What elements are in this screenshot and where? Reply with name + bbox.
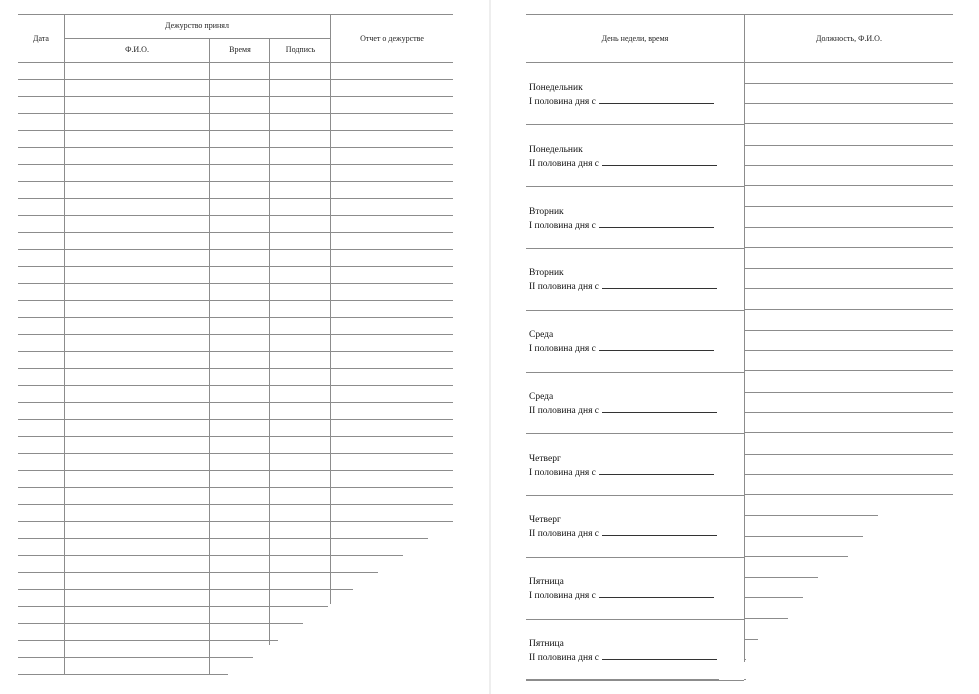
header-report: Отчет о дежурстве [360, 34, 424, 43]
day-block [529, 144, 717, 170]
time-blank [602, 279, 717, 289]
header-position-name: Должность, Ф.И.О. [816, 34, 882, 43]
half-day-label: I половина дня с [529, 591, 596, 601]
time-blank [599, 218, 714, 228]
day-name: Вторник [529, 207, 564, 217]
day-block [529, 391, 717, 417]
half-day-label: II половина дня с [529, 159, 600, 169]
left-table-grid [0, 0, 489, 694]
half-day-label: I половина дня с [529, 344, 596, 354]
day-block [529, 638, 717, 664]
right-page-schedule [491, 0, 979, 694]
day-name: Понедельник [529, 83, 583, 93]
day-block [529, 329, 714, 355]
half-day-label: I половина дня с [529, 221, 596, 231]
time-blank [599, 465, 714, 475]
time-blank [599, 341, 714, 351]
time-blank [599, 588, 714, 598]
half-day-label: I половина дня с [529, 468, 596, 478]
left-page-duty-log [0, 0, 489, 694]
day-block [529, 206, 714, 232]
day-name: Понедельник [529, 145, 583, 155]
header-time: Время [229, 45, 251, 54]
day-name: Пятница [529, 639, 564, 649]
header-date: Дата [33, 34, 49, 43]
header-duty-accepted: Дежурство принял [165, 21, 229, 30]
time-blank [602, 156, 717, 166]
time-blank [599, 94, 714, 104]
day-name: Среда [529, 330, 554, 340]
day-name: Вторник [529, 268, 564, 278]
day-block [529, 514, 717, 540]
header-day-time: День недели, время [601, 34, 669, 43]
day-name: Среда [529, 392, 554, 402]
time-blank [602, 650, 717, 660]
time-blank [602, 526, 717, 536]
day-block [529, 453, 714, 479]
day-name: Четверг [529, 454, 561, 464]
time-blank [602, 403, 717, 413]
day-block [529, 82, 714, 108]
half-day-label: I половина дня с [529, 97, 596, 107]
day-name: Пятница [529, 577, 564, 587]
half-day-label: II половина дня с [529, 406, 600, 416]
half-day-label: II половина дня с [529, 529, 600, 539]
day-block [529, 576, 714, 602]
half-day-label: II половина дня с [529, 653, 600, 663]
header-name: Ф.И.О. [125, 45, 149, 54]
day-block [529, 267, 717, 293]
header-signature: Подпись [285, 45, 316, 54]
day-name: Четверг [529, 515, 561, 525]
half-day-label: II половина дня с [529, 282, 600, 292]
